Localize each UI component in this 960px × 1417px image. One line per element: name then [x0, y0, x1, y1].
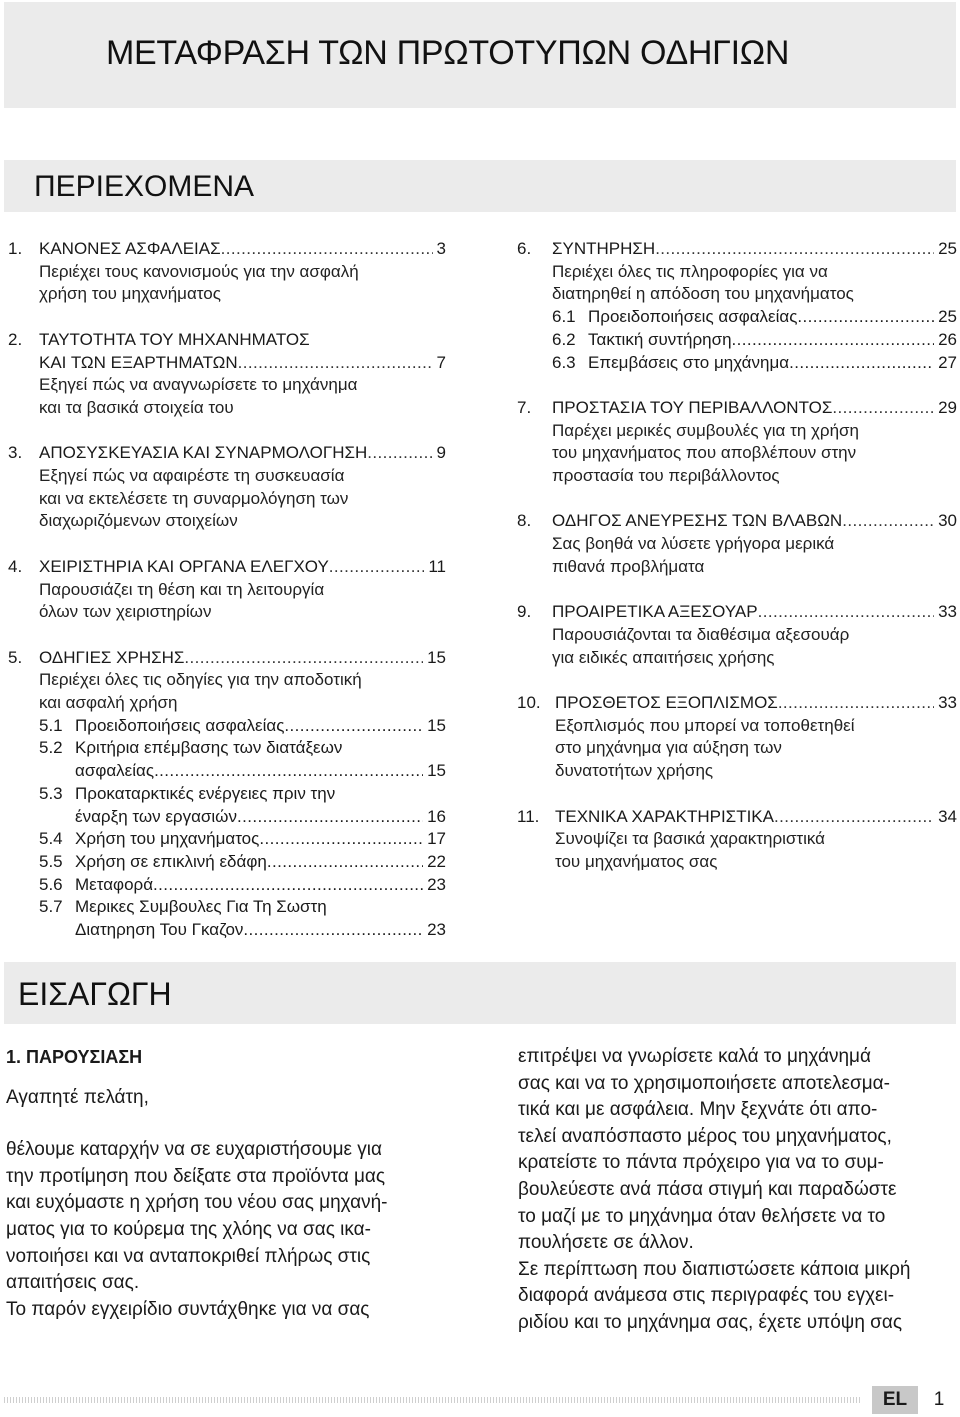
toc-entry-description: Παρουσιάζει τη θέση και τη λειτουργία — [39, 579, 325, 599]
toc-entry-description: Σας βοηθά να λύσετε γρήγορα μερικά — [552, 534, 835, 554]
toc-subentry — [8, 874, 446, 897]
toc-entry-title: ΑΠΟΣΥΣΚΕΥΑΣΙΑ ΚΑΙ ΣΥΝΑΡΜΟΛΟΓΗΣΗ — [39, 443, 368, 463]
toc-entry-description: δυνατοτήτων χρήσης — [555, 761, 714, 781]
toc-subentry-number: 5.2 — [39, 738, 63, 758]
toc-subentry-page: 27 — [938, 352, 957, 372]
toc-leader-dots — [153, 874, 423, 897]
toc-subentry-number: 6.2 — [552, 329, 576, 349]
toc-entry-page: 25 — [938, 239, 957, 258]
toc-entry-description: Εξηγεί πώς να αφαιρέστε τη συσκευασία — [39, 466, 345, 485]
intro-text-line: επιτρέψει να γνωρίσετε καλά το μηχάνημά — [518, 1046, 871, 1067]
toc-entry-description: για ειδικές απαιτήσεις χρήσης — [552, 647, 775, 667]
toc-leader-dots — [778, 692, 934, 715]
toc-entry-page: 29 — [938, 397, 957, 417]
toc-leader-dots — [267, 851, 423, 874]
intro-text-line: διαφορά ανάμεσα στις περιγραφές του εγχει- — [518, 1285, 895, 1307]
toc-entry-page: 30 — [938, 511, 957, 531]
toc-entry-title-line — [517, 238, 957, 261]
toc-entry-number: 10. — [517, 693, 541, 712]
toc-entry-title: ΤΑΥΤΟΤΗΤΑ ΤΟΥ ΜΗΧΑΝΗΜΑΤΟΣ — [39, 329, 310, 349]
toc-leader-dots — [238, 352, 433, 375]
toc-entry-title: ΣΥΝΤΗΡΗΣΗ — [552, 239, 656, 258]
toc-entry-description: Εξηγεί πώς να αναγνωρίσετε το μηχάνημα — [39, 375, 358, 395]
language-badge: EL — [872, 1386, 918, 1414]
toc-subentry — [8, 715, 446, 738]
toc-subentry-number: 5.5 — [39, 851, 63, 871]
toc-entry-indent — [8, 352, 39, 375]
intro-text-line: πουλήσετε σε άλλον. — [518, 1232, 694, 1254]
toc-subentry — [8, 828, 446, 851]
toc-entry-page: 33 — [938, 693, 957, 712]
toc-subentry — [8, 851, 446, 874]
contents-heading: ΠΕΡΙΕΧΟΜΕΝΑ — [34, 170, 255, 203]
toc-subentry-indent — [39, 760, 75, 783]
intro-left-column — [6, 1044, 446, 1323]
toc-leader-dots — [184, 647, 423, 670]
intro-text-line: θέλουμε καταρχήν να σε ευχαριστήσουμε για — [6, 1139, 382, 1161]
toc-subentry-page: 17 — [427, 829, 446, 849]
toc-entry-title: ΠΡΟΑΙΡΕΤΙΚΑ ΑΞΕΣΟΥΑΡ — [552, 602, 758, 622]
toc-subentry — [8, 737, 446, 760]
toc-entry-title-line — [8, 329, 446, 352]
toc-entry-title-line — [517, 397, 957, 420]
toc-left-column — [8, 238, 446, 964]
toc-entry — [517, 397, 957, 488]
toc-entry-title: ΚΑΝΟΝΕΣ ΑΣΦΑΛΕΙΑΣ — [39, 239, 221, 258]
toc-entry-description: και να εκτελέσετε τη συναρμολόγηση των — [39, 488, 349, 508]
document-title: ΜΕΤΑΦΡΑΣΗ ΤΩΝ ΠΡΩΤΟΤΥΠΩΝ ΟΔΗΓΙΩΝ — [106, 34, 790, 72]
toc-entry-title: ΠΡΟΣΤΑΣΙΑ ΤΟΥ ΠΕΡΙΒΑΛΛΟΝΤΟΣ — [552, 397, 833, 417]
title-banner — [4, 2, 956, 108]
intro-text-line: το μαζί με το μηχάνημα όταν θελήσετε να το — [518, 1205, 886, 1227]
toc-subentry-page: 16 — [427, 806, 446, 826]
page-number: 1 — [933, 1389, 945, 1410]
toc-entry-page: 9 — [436, 443, 446, 463]
toc-entry-description: όλων των χειριστηρίων — [39, 602, 212, 622]
toc-entry-title-line — [517, 806, 957, 829]
toc-subentry-page: 15 — [427, 715, 446, 735]
toc-entry-title-line — [8, 352, 446, 375]
toc-leader-dots — [655, 238, 934, 261]
toc-subentry — [517, 306, 957, 329]
toc-subentry-title: Μεταφορά — [75, 874, 154, 894]
toc-entry-description: πιθανά προβλήματα — [552, 556, 705, 576]
intro-text-line: τικά και με ασφάλεια. Μην ξεχνάτε ότι απο- — [518, 1099, 878, 1121]
toc-entry-number: 3. — [8, 443, 23, 463]
toc-entry-number: 4. — [8, 556, 23, 576]
toc-subentry — [517, 352, 957, 375]
page-footer — [4, 1386, 956, 1414]
toc-entry-number: 6. — [517, 239, 532, 258]
toc-entry — [8, 238, 446, 306]
toc-subentry-title: έναρξη των εργασιών — [75, 806, 237, 826]
toc-leader-dots — [367, 442, 432, 465]
intro-heading: ΕΙΣΑΓΩΓΗ — [18, 976, 172, 1012]
toc-leader-dots — [243, 919, 423, 942]
toc-subentry-title: Προειδοποιήσεις ασφαλείας — [588, 307, 798, 327]
section-title: 1. ΠΑΡΟΥΣΙΑΣΗ — [6, 1047, 143, 1067]
toc-leader-dots — [259, 828, 423, 851]
toc-right-column — [517, 238, 957, 896]
toc-entry-description: και τα βασικά στοιχεία του — [39, 397, 234, 417]
toc-entry-page: 33 — [938, 602, 957, 622]
toc-entry-title: ΟΔΗΓΙΕΣ ΧΡΗΣΗΣ — [39, 647, 185, 667]
toc-subentry-title: Τακτική συντήρηση — [588, 329, 732, 349]
toc-subentry-title: Χρήση του μηχανήματος — [75, 829, 260, 849]
toc-entry — [8, 442, 446, 533]
toc-entry-title: ΧΕΙΡΙΣΤΗΡΙΑ ΚΑΙ ΟΡΓΑΝΑ ΕΛΕΓΧΟΥ — [39, 556, 329, 576]
toc-subentry-page: 25 — [938, 307, 957, 327]
toc-entry-number: 2. — [8, 329, 23, 349]
toc-entry-title-line — [8, 556, 446, 579]
toc-entry-title-line — [8, 647, 446, 670]
toc-leader-dots — [842, 510, 934, 533]
toc-entry-title-line — [517, 601, 957, 624]
toc-entry-title: ΚΑΙ ΤΩΝ ΕΞΑΡΤΗΜΑΤΩΝ — [39, 352, 238, 372]
toc-leader-dots — [732, 329, 935, 352]
intro-text-line: νοποιήσει και να ανταποκριθεί πλήρως στις — [6, 1245, 371, 1267]
toc-subentry-number: 5.3 — [39, 783, 63, 803]
toc-subentry-title: Προειδοποιήσεις ασφαλείας — [75, 715, 285, 735]
intro-text-line: και ευχόμαστε η χρήση του νέου σας μηχανή- — [6, 1192, 388, 1214]
toc-entry-description: Συνοψίζει τα βασικά χαρακτηριστικά — [555, 829, 825, 849]
toc-subentry-number: 5.1 — [39, 715, 63, 735]
toc-subentry-page: 26 — [938, 329, 957, 349]
toc-subentry — [517, 329, 957, 352]
toc-entry-page: 3 — [436, 239, 446, 258]
toc-subentry-number: 5.4 — [39, 829, 63, 849]
toc-subentry-title: Διατηρηση Του Γκαζον — [75, 920, 244, 940]
toc-subentry-title: Επεμβάσεις στο μηχάνημα — [588, 352, 790, 372]
toc-entry-description: χρήση του μηχανήματος — [39, 284, 221, 304]
intro-text-line: ματος για το κούρεμα της χλόης να σας ικα- — [6, 1218, 371, 1240]
toc-subentry-indent — [39, 806, 75, 829]
toc-entry-page: 15 — [427, 647, 446, 667]
toc-entry-page: 34 — [938, 806, 957, 826]
toc-subentry-title: Μερικες Συμβουλες Για Τη Σωστη — [75, 897, 327, 917]
toc-entry-number: 8. — [517, 511, 532, 531]
toc-entry-page: 7 — [436, 352, 446, 372]
toc-entry-number: 9. — [517, 602, 532, 622]
toc-entry — [517, 601, 957, 669]
toc-entry-description: Παρέχει μερικές συμβουλές για τη χρήση — [552, 420, 859, 440]
toc-subentry-number: 6.3 — [552, 352, 576, 372]
toc-subentry-title: ασφαλείας — [75, 761, 155, 781]
intro-text-line: απαιτήσεις σας. — [6, 1272, 140, 1294]
toc-leader-dots — [774, 806, 934, 829]
toc-subentry — [8, 783, 446, 806]
toc-entry — [8, 329, 446, 420]
toc-leader-dots — [284, 715, 423, 738]
toc-entry-title: ΤΕΧΝΙΚΑ ΧΑΡΑΚΤΗΡΙΣΤΙΚΑ — [555, 806, 774, 826]
toc-entry-description: του μηχανήματος σας — [555, 851, 718, 871]
toc-entry-number: 7. — [517, 397, 532, 417]
toc-entry-title: ΟΔΗΓΟΣ ΑΝΕΥΡΕΣΗΣ ΤΩΝ ΒΛΑΒΩΝ — [552, 511, 843, 531]
toc-entry-title-line — [517, 510, 957, 533]
toc-subentry — [8, 760, 446, 783]
footer-rule — [4, 1397, 860, 1403]
intro-text-line: ριδίου και το μηχάνημα σας, έχετε υπόψη σας — [518, 1311, 903, 1333]
toc-subentry-title: Χρήση σε επικλινή εδάφη — [75, 851, 267, 871]
toc-entry — [517, 692, 957, 783]
toc-leader-dots — [832, 397, 934, 420]
toc-entry-title-line — [8, 238, 446, 261]
intro-text-line: τελεί αναπόσπαστο μέρος του μηχανήματος, — [518, 1125, 892, 1147]
toc-entry-page: 11 — [428, 556, 446, 576]
toc-entry — [8, 556, 446, 624]
toc-entry-number: 1. — [8, 239, 23, 258]
toc-entry — [517, 806, 957, 874]
toc-entry-description: διαχωριζόμενων στοιχείων — [39, 511, 238, 531]
toc-subentry-page: 23 — [427, 920, 446, 940]
toc-subentry-indent — [39, 919, 75, 942]
toc-entry-description: και ασφαλή χρήση — [39, 693, 178, 712]
toc-subentry-number: 6.1 — [552, 307, 576, 327]
greeting: Αγαπητέ πελάτη, — [6, 1086, 149, 1108]
intro-left-text — [6, 1137, 446, 1323]
toc-subentry-title: Κριτήρια επέμβασης των διατάξεων — [75, 738, 343, 758]
toc-leader-dots — [237, 806, 423, 829]
intro-text-line: Σε περίπτωση που διαπιστώσετε κάποια μικρή — [518, 1258, 911, 1280]
toc-subentry-number: 5.7 — [39, 897, 63, 917]
toc-entry-description: Περιέχει τους κανονισμούς για την ασφαλή — [39, 261, 359, 281]
contents-banner — [4, 160, 956, 212]
toc-subentry-number: 5.6 — [39, 874, 63, 894]
intro-right-text — [518, 1044, 958, 1337]
intro-text-line: την προτίμηση που δείξατε στα προϊόντα μας — [6, 1165, 386, 1187]
intro-text-line: κρατείστε το πάντα πρόχειρο για να το συμ- — [518, 1152, 884, 1174]
toc-entry — [517, 510, 957, 578]
toc-subentry — [8, 896, 446, 919]
toc-entry-description: Παρουσιάζονται τα διαθέσιμα αξεσουάρ — [552, 624, 850, 644]
toc-entry-number: 5. — [8, 647, 23, 667]
toc-entry-number: 11. — [517, 806, 540, 826]
toc-entry-description: Περιέχει όλες τις πληροφορίες για να — [552, 261, 828, 281]
toc-subentry-page: 22 — [427, 851, 446, 871]
toc-subentry — [8, 919, 446, 942]
toc-leader-dots — [758, 601, 935, 624]
toc-subentry-page: 23 — [427, 874, 446, 894]
toc-entry-title-line — [8, 442, 446, 465]
toc-entry-description: προστασία του περιβάλλοντος — [552, 466, 780, 486]
toc-subentry-page: 15 — [427, 761, 446, 781]
toc-leader-dots — [789, 352, 934, 375]
toc-entry-description: διατηρηθεί η απόδοση του μηχανήματος — [552, 284, 854, 304]
intro-text-line: σας και να το χρησιμοποιήσετε αποτελεσμα- — [518, 1072, 890, 1094]
toc-entry-title-line — [517, 692, 957, 715]
toc-leader-dots — [329, 556, 425, 579]
toc-leader-dots — [797, 306, 934, 329]
toc-leader-dots — [221, 238, 433, 261]
toc-entry — [517, 238, 957, 374]
intro-text-line: βουλεύεστε ανά πάσα στιγμή και παραδώστε — [518, 1178, 897, 1200]
toc-entry-description: του μηχανήματος που αποβλέπουν στην — [552, 443, 857, 463]
intro-text-line: Το παρόν εγχειρίδιο συντάχθηκε για να σας — [6, 1298, 370, 1320]
toc-entry-description: Περιέχει όλες τις οδηγίες για την αποδοτική — [39, 670, 362, 690]
toc-entry — [8, 647, 446, 942]
toc-leader-dots — [154, 760, 423, 783]
intro-banner — [4, 962, 956, 1024]
toc-subentry-title: Προκαταρκτικές ενέργειες πριν την — [75, 783, 336, 803]
toc-entry-description: στο μηχάνημα για αύξηση των — [555, 738, 782, 758]
toc-subentry — [8, 806, 446, 829]
toc-entry-description: Εξοπλισμός που μπορεί να τοποθετηθεί — [555, 715, 855, 735]
toc-entry-title: ΠΡΟΣΘΕΤΟΣ ΕΞΟΠΛΙΣΜΟΣ — [555, 693, 778, 712]
